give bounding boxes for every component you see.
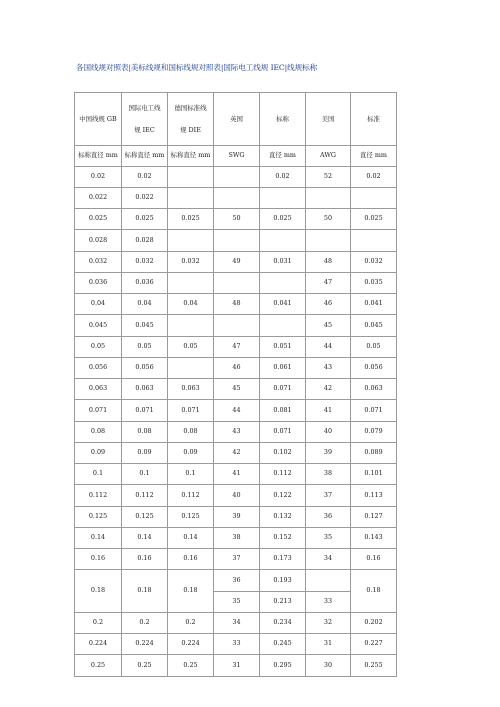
column-header xyxy=(122,93,168,146)
table-cell: 0.02 xyxy=(351,166,397,187)
table-cell: 0.031 xyxy=(260,251,306,272)
table-cell: 0.2 xyxy=(75,612,122,633)
column-header xyxy=(75,93,122,146)
table-cell: 0.25 xyxy=(75,655,122,676)
table-body xyxy=(75,93,397,677)
table-row xyxy=(75,315,397,336)
table-row xyxy=(75,294,397,315)
table-cell: 0.041 xyxy=(260,294,306,315)
table-cell: 0.112 xyxy=(75,485,122,506)
table-cell: 43 xyxy=(214,421,260,442)
table-row xyxy=(75,209,397,230)
table-cell: 0.18 xyxy=(122,570,168,613)
table-cell: 44 xyxy=(214,400,260,421)
table-cell: 0.032 xyxy=(122,251,168,272)
table-cell: 46 xyxy=(306,294,351,315)
table-cell xyxy=(306,570,351,591)
table-cell: 0.032 xyxy=(75,251,122,272)
table-cell: 0.035 xyxy=(351,272,397,293)
table-cell: 0.05 xyxy=(168,336,214,357)
table-cell: 42 xyxy=(214,442,260,463)
table-cell: 0.022 xyxy=(122,187,168,208)
table-cell xyxy=(351,187,397,208)
table-cell: 0.045 xyxy=(122,315,168,336)
table-cell: 0.18 xyxy=(168,570,214,613)
column-header-line: 规 IEC xyxy=(134,126,155,134)
table-cell: 0.245 xyxy=(260,634,306,655)
table-cell xyxy=(306,230,351,251)
table-cell xyxy=(168,272,214,293)
column-header-line: 中国线规 GB xyxy=(79,115,117,123)
table-row xyxy=(75,336,397,357)
table-cell: 0.063 xyxy=(75,379,122,400)
table-cell: 49 xyxy=(214,251,260,272)
table-cell: 45 xyxy=(214,379,260,400)
table-cell: 46 xyxy=(214,357,260,378)
unit-cell: 标称直径 mm xyxy=(168,146,214,167)
table-cell: 30 xyxy=(306,655,351,676)
table-cell: 0.224 xyxy=(122,634,168,655)
table-cell: 0.18 xyxy=(75,570,122,613)
table-cell: 50 xyxy=(214,209,260,230)
table-row xyxy=(75,464,397,485)
table-cell: 0.255 xyxy=(351,655,397,676)
table-cell: 0.071 xyxy=(168,400,214,421)
table-row xyxy=(75,251,397,272)
table-row xyxy=(75,379,397,400)
table-row xyxy=(75,272,397,293)
table-cell: 37 xyxy=(306,485,351,506)
table-cell xyxy=(168,166,214,187)
column-header-line: 国际电工线 xyxy=(128,104,161,112)
table-cell: 0.04 xyxy=(122,294,168,315)
table-cell: 0.14 xyxy=(75,527,122,548)
table-row xyxy=(75,442,397,463)
unit-cell: 标称直径 mm xyxy=(75,146,122,167)
table-cell: 0.025 xyxy=(260,209,306,230)
table-cell: 45 xyxy=(306,315,351,336)
table-cell: 47 xyxy=(306,272,351,293)
table-row xyxy=(75,166,397,187)
table-cell: 43 xyxy=(306,357,351,378)
table-cell: 32 xyxy=(306,612,351,633)
table-cell: 0.05 xyxy=(122,336,168,357)
table-cell: 0.036 xyxy=(75,272,122,293)
table-cell: 0.025 xyxy=(122,209,168,230)
table-cell: 0.081 xyxy=(260,400,306,421)
table-cell xyxy=(260,315,306,336)
table-cell: 31 xyxy=(214,655,260,676)
table-cell: 0.09 xyxy=(122,442,168,463)
table-cell: 36 xyxy=(214,570,260,591)
table-cell: 0.04 xyxy=(168,294,214,315)
table-row xyxy=(75,570,397,591)
table-cell: 42 xyxy=(306,379,351,400)
table-cell: 35 xyxy=(214,591,260,612)
table-cell: 0.041 xyxy=(351,294,397,315)
table-cell: 39 xyxy=(306,442,351,463)
table-cell: 0.09 xyxy=(168,442,214,463)
table-cell xyxy=(260,187,306,208)
table-cell: 0.051 xyxy=(260,336,306,357)
table-cell xyxy=(168,315,214,336)
table-cell: 0.032 xyxy=(351,251,397,272)
table-cell: 0.036 xyxy=(122,272,168,293)
table-cell: 0.089 xyxy=(351,442,397,463)
table-cell: 0.1 xyxy=(122,464,168,485)
table-cell: 48 xyxy=(214,294,260,315)
table-cell: 0.063 xyxy=(351,379,397,400)
table-cell: 0.113 xyxy=(351,485,397,506)
table-cell: 0.125 xyxy=(75,506,122,527)
table-cell: 0.071 xyxy=(75,400,122,421)
table-cell: 0.202 xyxy=(351,612,397,633)
table-cell: 40 xyxy=(306,421,351,442)
table-cell xyxy=(168,187,214,208)
table-cell: 0.14 xyxy=(122,527,168,548)
table-cell: 38 xyxy=(306,464,351,485)
header-row xyxy=(75,93,397,146)
table-cell xyxy=(214,187,260,208)
table-cell: 0.25 xyxy=(168,655,214,676)
table-cell: 0.234 xyxy=(260,612,306,633)
unit-cell: AWG xyxy=(306,146,351,167)
table-cell: 0.1 xyxy=(168,464,214,485)
table-row xyxy=(75,506,397,527)
table-cell: 38 xyxy=(214,527,260,548)
table-cell: 0.16 xyxy=(122,549,168,570)
column-header-line: 标准 xyxy=(367,115,380,123)
table-cell: 0.25 xyxy=(122,655,168,676)
table-cell: 35 xyxy=(306,527,351,548)
table-row xyxy=(75,357,397,378)
table-cell: 0.025 xyxy=(75,209,122,230)
table-cell: 0.079 xyxy=(351,421,397,442)
table-cell: 0.16 xyxy=(75,549,122,570)
table-cell: 0.045 xyxy=(75,315,122,336)
table-cell: 0.025 xyxy=(351,209,397,230)
table-cell: 37 xyxy=(214,549,260,570)
column-header-line: 规 DIE xyxy=(180,126,201,134)
table-cell: 0.1 xyxy=(75,464,122,485)
table-cell: 52 xyxy=(306,166,351,187)
table-cell: 0.16 xyxy=(168,549,214,570)
table-cell: 0.063 xyxy=(122,379,168,400)
table-cell: 0.02 xyxy=(122,166,168,187)
column-header xyxy=(351,93,397,146)
table-cell: 0.112 xyxy=(260,464,306,485)
table-cell: 31 xyxy=(306,634,351,655)
table-cell: 0.071 xyxy=(260,379,306,400)
table-cell xyxy=(214,272,260,293)
table-cell: 41 xyxy=(306,400,351,421)
table-cell: 0.16 xyxy=(351,549,397,570)
table-cell: 0.224 xyxy=(75,634,122,655)
table-cell xyxy=(168,357,214,378)
table-row xyxy=(75,485,397,506)
table-cell: 36 xyxy=(306,506,351,527)
table-cell: 0.056 xyxy=(351,357,397,378)
table-cell: 40 xyxy=(214,485,260,506)
table-cell: 0.112 xyxy=(168,485,214,506)
table-cell: 0.132 xyxy=(260,506,306,527)
table-cell: 0.127 xyxy=(351,506,397,527)
unit-cell: 直径 mm xyxy=(260,146,306,167)
table-cell: 0.04 xyxy=(75,294,122,315)
table-cell: 0.2 xyxy=(122,612,168,633)
table-cell: 0.125 xyxy=(168,506,214,527)
column-header xyxy=(214,93,260,146)
table-cell: 34 xyxy=(306,549,351,570)
table-row xyxy=(75,549,397,570)
table-cell xyxy=(214,230,260,251)
table-cell: 0.08 xyxy=(122,421,168,442)
table-cell: 0.028 xyxy=(122,230,168,251)
table-cell: 0.122 xyxy=(260,485,306,506)
unit-cell: 标称直径 mm xyxy=(122,146,168,167)
table-cell xyxy=(168,230,214,251)
table-cell: 50 xyxy=(306,209,351,230)
table-cell: 0.112 xyxy=(122,485,168,506)
table-row xyxy=(75,421,397,442)
table-cell: 34 xyxy=(214,612,260,633)
table-row xyxy=(75,634,397,655)
table-cell: 0.193 xyxy=(260,570,306,591)
table-cell: 39 xyxy=(214,506,260,527)
wire-gauge-table xyxy=(74,92,397,677)
table-cell: 0.071 xyxy=(260,421,306,442)
table-cell: 0.102 xyxy=(260,442,306,463)
table-cell xyxy=(260,272,306,293)
table-cell: 0.18 xyxy=(351,570,397,613)
column-header xyxy=(306,93,351,146)
table-cell: 33 xyxy=(214,634,260,655)
table-cell: 0.14 xyxy=(168,527,214,548)
table-cell xyxy=(214,166,260,187)
table-cell: 0.045 xyxy=(351,315,397,336)
table-cell xyxy=(351,230,397,251)
unit-cell: SWG xyxy=(214,146,260,167)
column-header-line: 美国 xyxy=(321,115,335,123)
table-cell: 0.09 xyxy=(75,442,122,463)
unit-row xyxy=(75,146,397,167)
page-title: 各国线规对照表|美标线规和国标线规对照表|国际电工线规 IEC|线规标称 xyxy=(76,63,318,72)
table-row xyxy=(75,655,397,676)
table-cell: 0.213 xyxy=(260,591,306,612)
table-cell: 0.143 xyxy=(351,527,397,548)
table-cell: 0.071 xyxy=(351,400,397,421)
table-cell: 33 xyxy=(306,591,351,612)
table-cell: 0.227 xyxy=(351,634,397,655)
table-cell: 0.295 xyxy=(260,655,306,676)
table-cell: 0.02 xyxy=(75,166,122,187)
table-row xyxy=(75,230,397,251)
table-cell: 0.101 xyxy=(351,464,397,485)
table-cell: 0.032 xyxy=(168,251,214,272)
table-cell xyxy=(260,230,306,251)
table-cell xyxy=(214,315,260,336)
table-cell: 0.061 xyxy=(260,357,306,378)
column-header-line: 标称 xyxy=(276,115,289,123)
table-cell xyxy=(306,187,351,208)
table-cell: 0.05 xyxy=(75,336,122,357)
table-cell: 0.224 xyxy=(168,634,214,655)
column-header xyxy=(260,93,306,146)
table-cell: 0.056 xyxy=(75,357,122,378)
table-cell: 0.08 xyxy=(75,421,122,442)
table-cell: 0.2 xyxy=(168,612,214,633)
table-cell: 0.022 xyxy=(75,187,122,208)
table-cell: 0.028 xyxy=(75,230,122,251)
table-cell: 0.08 xyxy=(168,421,214,442)
table-cell: 0.025 xyxy=(168,209,214,230)
table-row xyxy=(75,527,397,548)
table-row xyxy=(75,612,397,633)
column-header-line: 英国 xyxy=(230,115,243,123)
table-row xyxy=(75,187,397,208)
table-cell: 47 xyxy=(214,336,260,357)
table-cell: 0.152 xyxy=(260,527,306,548)
column-header xyxy=(168,93,214,146)
table-cell: 0.05 xyxy=(351,336,397,357)
table-cell: 0.071 xyxy=(122,400,168,421)
table-cell: 0.056 xyxy=(122,357,168,378)
column-header-line: 德国标准线 xyxy=(174,104,207,112)
table-cell: 0.02 xyxy=(260,166,306,187)
table-row xyxy=(75,400,397,421)
table-cell: 0.063 xyxy=(168,379,214,400)
table-cell: 41 xyxy=(214,464,260,485)
table-cell: 0.173 xyxy=(260,549,306,570)
table-cell: 44 xyxy=(306,336,351,357)
unit-cell: 直径 mm xyxy=(351,146,397,167)
table-cell: 0.125 xyxy=(122,506,168,527)
table-cell: 48 xyxy=(306,251,351,272)
